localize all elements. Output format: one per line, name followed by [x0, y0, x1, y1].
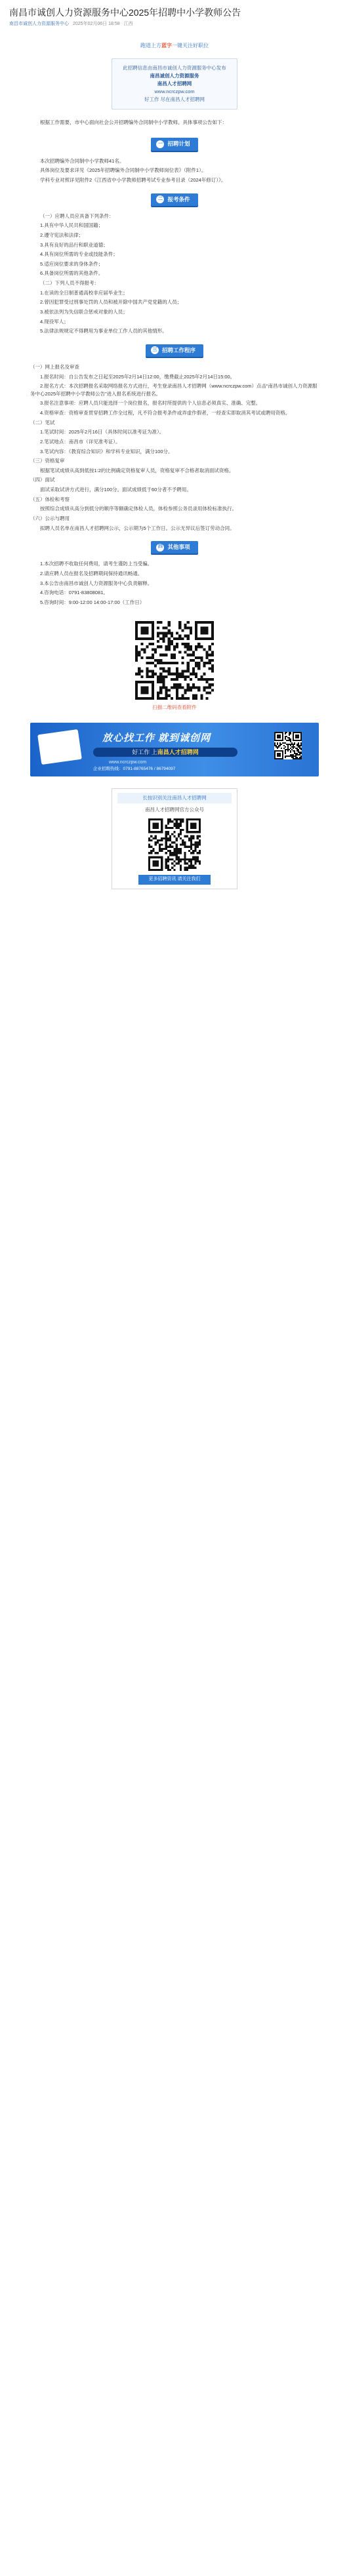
- hero-line-1: 此招聘信息由南昌市诚创人力资源服务中心发布: [123, 64, 226, 71]
- procedure-sub: （一）网上报名及审查: [30, 363, 79, 370]
- procedure-sub: （三）资格复审: [30, 458, 65, 464]
- attachment-qr[interactable]: [0, 621, 349, 700]
- procedure-para: 面试采取试讲方式进行，满分100分。面试成绩低于60分者不予聘用。: [40, 487, 192, 493]
- other-item: 3.本公告由南昌市诚创人力资源服务中心负责解释。: [40, 580, 153, 586]
- follow-tagline: [0, 42, 349, 50]
- promo-banner[interactable]: [30, 723, 319, 776]
- procedure-sub: （六）公示与聘用: [30, 515, 70, 521]
- section-label: 其他事项: [167, 544, 190, 551]
- ban-item: 1.在读的全日制普通高校非应届毕业生；: [40, 289, 128, 296]
- section-label: 招聘计划: [167, 140, 190, 148]
- procedure-para: 4.资格审查：资格审查贯穿招聘工作全过程，凡不符合报考条件或弄虚作假者，一经查实即取消其考试或聘用资格。: [40, 410, 291, 416]
- procedure-para: 2.笔试地点：南昌市（详见准考证）。: [40, 438, 121, 445]
- follow-caption: 更多招聘资讯 请关注我们: [138, 875, 211, 885]
- ban-item: 4.现役军人；: [40, 318, 69, 325]
- condition-item: 3.具有良好的品行和职业道德；: [40, 241, 108, 248]
- condition-item: 4.具有岗位所需的专业或技能条件；: [40, 251, 118, 258]
- section-label: 报考条件: [167, 195, 190, 203]
- section-label: 招聘工作程序: [161, 346, 195, 353]
- follow-qr-icon[interactable]: [148, 818, 201, 871]
- tagline-part-a: 跑道上方: [140, 43, 161, 49]
- tagline-highlight: 蓝字: [161, 43, 172, 49]
- plan-para: 具体岗位及要求详见《2025年招聘编外合同制中小学教师岗位表》（附件1）。: [40, 167, 207, 174]
- ban-item: 2.曾因犯罪受过刑事处罚的人员和被开除中国共产党党籍的人员；: [40, 299, 182, 306]
- follow-mid: 南昌人才招聘网官方公众号: [145, 806, 204, 813]
- bans-head: （二）下列人员不得报考：: [40, 280, 99, 287]
- plan-para: 本次招聘编外合同制中小学教师41名。: [40, 157, 125, 164]
- promo-qr-icon[interactable]: [274, 732, 302, 759]
- hero-line-3: 南昌人才招聘网: [157, 80, 192, 87]
- procedure-para: 1.笔试时间：2025年2月16日（具体时间以准考证为准）。: [40, 429, 165, 435]
- plan-para: 学科专业对照详见附件2《江西省中小学教师招聘考试专业参考目录（2024年修订）》。: [40, 176, 226, 183]
- other-item: 2.请应聘人员在报名及招聘期间保持通讯畅通。: [40, 571, 143, 577]
- qr-code-icon[interactable]: [135, 621, 214, 700]
- section-num: 一: [156, 140, 164, 148]
- other-item: 1.本次招聘不收取任何费用，请考生谨防上当受骗。: [40, 561, 153, 567]
- intro-paragraph: 根据工作需要，市中心面向社会公开招聘编外合同制中小学教师。具体事项公告如下：: [40, 119, 227, 125]
- publish-date: 2025年02月06日 18:58: [73, 21, 120, 26]
- condition-item: 2.遵守宪法和法律；: [40, 231, 84, 238]
- hero-line-4: www.ncrczpw.com: [154, 88, 195, 94]
- publish-location: 江西: [123, 21, 133, 26]
- promo-hotline: 企业招聘热线：0791-88765476 / 86794097: [93, 767, 176, 772]
- follow-box: [112, 788, 237, 889]
- hero-line-5: 好工作 尽在南昌人才招聘网: [144, 96, 205, 102]
- qr-caption: 扫描二维码查看附件: [152, 704, 197, 710]
- section-banner-other: [0, 541, 349, 553]
- procedure-para: 根据笔试成绩从高到低按1:2的比例确定资格复审人员，资格复审不合格者取消面试资格。: [40, 467, 234, 473]
- section-banner-procedure: [0, 344, 349, 357]
- tagline-part-b: 一键关注好职位: [172, 43, 209, 49]
- other-item: 5.咨询时间：9:00-12:00 14:00-17:00（工作日）: [40, 599, 145, 605]
- follow-top: 长按识别关注南昌人才招聘网: [117, 793, 232, 803]
- section-num: 三: [151, 346, 159, 354]
- promo-bar-text: 好工作 上: [132, 749, 157, 756]
- hero-card: [112, 58, 237, 110]
- procedure-sub: （四）面试: [30, 477, 55, 483]
- procedure-para: 拟聘人员名单在南昌人才招聘网公示，公示期为5个工作日。公示无异议后签订劳动合同。: [40, 525, 235, 531]
- section-banner-plan: [0, 138, 349, 150]
- section-num: 二: [156, 195, 164, 203]
- procedure-para: 3.报名注意事项：应聘人员只能选择一个岗位报名，报名时所提供的个人信息必须真实、准确、完整。: [40, 400, 261, 407]
- ban-item: 5.法律法规规定不得聘用为事业单位工作人员的其他情形。: [40, 328, 167, 334]
- article-meta: [0, 21, 349, 28]
- procedure-sub: （二）笔试: [30, 419, 55, 426]
- procedure-para: 1.报名时间：自公告发布之日起至2025年2月14日12:00，缴费截止2025年2月14日15:00。: [40, 373, 236, 380]
- other-section: [0, 560, 349, 606]
- procedure-section: [0, 363, 349, 532]
- other-item: 4.咨询电话：0791-83808081。: [40, 590, 108, 596]
- conditions-section: [0, 212, 349, 335]
- condition-item: 1.具有中华人民共和国国籍；: [40, 222, 104, 229]
- promo-bar: [93, 748, 237, 757]
- section-banner-conditions: [0, 193, 349, 206]
- condition-item: 6.具备岗位所需的其他条件。: [40, 270, 104, 277]
- promo-headline: 放心找工作 就到诚创网: [102, 733, 211, 744]
- conditions-head: （一）应聘人员应具备下列条件：: [40, 212, 114, 219]
- ban-item: 3.被依法列为失信联合惩戒对象的人员；: [40, 308, 128, 315]
- article-title: 南昌市诚创人力资源服务中心2025年招聘中小学教师公告: [9, 7, 241, 18]
- condition-item: 5.适应岗位要求的身体条件；: [40, 260, 104, 267]
- procedure-para: 3.笔试内容：《教育综合知识》和学科专业知识，满分100分。: [40, 448, 173, 454]
- procedure-para: 2.报名方式：本次招聘报名采取网络报名方式进行，考生登录南昌人才招聘网（www.ncrczpw.com）点击“南昌市诚创人力资源服务中心2025年招聘中小学教师公告”进入报名系统进行报名。: [30, 383, 318, 397]
- promo-card-graphic: [37, 729, 82, 765]
- promo-bar-highlight: 南昌人才招聘网: [157, 749, 199, 756]
- hero-line-2: 南昌诚创人力资源服务: [150, 72, 199, 79]
- procedure-sub: （五）体检和考察: [30, 496, 70, 502]
- procedure-para: 按照综合成绩从高分到低分的顺序等额确定体检人员，体检参照公务员录用体检标准执行。: [40, 506, 237, 512]
- plan-section: [0, 157, 349, 184]
- account-name[interactable]: 南昌市诚创人力资源服务中心: [9, 21, 69, 26]
- promo-url: www.ncrczpw.com: [109, 760, 147, 765]
- section-num: 四: [156, 544, 164, 552]
